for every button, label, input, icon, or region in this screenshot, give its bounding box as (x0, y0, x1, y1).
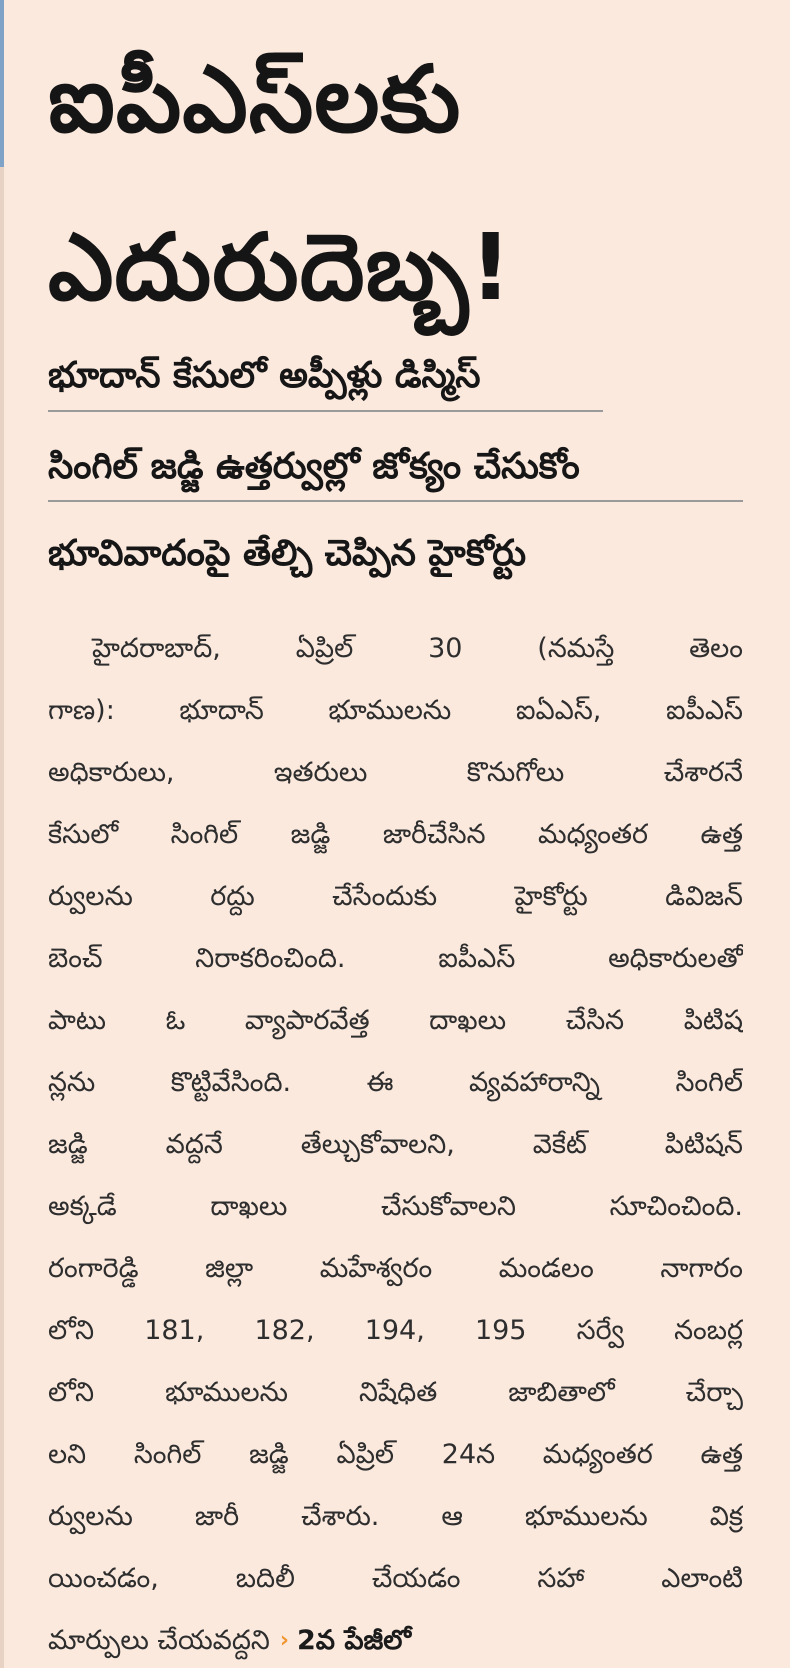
article-body-line: ర్వులను రద్దు చేసేందుకు హైకోర్టు డివిజన్ (48, 881, 743, 912)
headline-line: ఐపీఎస్‌లకు (48, 46, 462, 153)
article-body-line: యించడం, బదిలీ చేయడం సహా ఎలాంటి (48, 1563, 743, 1594)
article-body-line: అధికారులు, ఇతరులు కొనుగోలు చేశారనే (48, 757, 743, 788)
subheadline: భూదాన్ కేసులో అప్పీళ్లు డిస్మిస్ (48, 355, 481, 396)
subheadline-divider (48, 500, 743, 502)
article-body (48, 618, 743, 1668)
scan-edge (0, 0, 4, 1668)
article-body-line: మార్పులు చేయవద్దని (48, 1625, 270, 1656)
article-body-line: లోని భూములను నిషేధిత జాబితాలో చేర్చా (48, 1377, 743, 1408)
article-body-line: న్లను కొట్టివేసింది. ఈ వ్యవహారాన్ని సింగిల్ (48, 1067, 743, 1098)
article-body-line: జడ్జి వద్దనే తేల్చుకోవాలని, వెకేట్ పిటిషన్ (48, 1129, 743, 1160)
article-body-line: లని సింగిల్ జడ్జి ఏప్రిల్ 24న మధ్యంతర ఉత్త (48, 1439, 743, 1470)
article-body-line: రంగారెడ్డి జిల్లా మహేశ్వరం మండలం నాగారం (48, 1253, 743, 1284)
headline-line: ఎదురుదెబ్బ! (48, 214, 513, 321)
continued-page-reference: 2వ పేజీలో (296, 1625, 412, 1656)
continue-arrow-icon: › (279, 1628, 289, 1653)
article-body-line: పాటు ఓ వ్యాపారవేత్త దాఖలు చేసిన పిటిష (48, 1005, 743, 1036)
article-body-line: బెంచ్ నిరాకరించింది. ఐపీఎస్ అధికారులతో (48, 943, 743, 974)
subheadline-divider (48, 410, 603, 412)
subheadline: సింగిల్ జడ్జి ఉత్తర్వుల్లో జోక్యం చేసుకోం (48, 446, 580, 487)
article-body-line: ర్వులను జారీ చేశారు. ఆ భూములను విక్ర (48, 1501, 743, 1532)
article-body-line: లోని 181, 182, 194, 195 సర్వే నంబర్ల (48, 1315, 743, 1346)
headline (48, 16, 748, 352)
continued-line (48, 1610, 743, 1668)
article-body-line: గాణ): భూదాన్ భూములను ఐఏఎస్, ఐపీఎస్ (48, 695, 743, 726)
article-body-line: కేసులో సింగిల్ జడ్జి జారీచేసిన మధ్యంతర ఉత్త (48, 819, 743, 850)
article-body-line: అక్కడే దాఖలు చేసుకోవాలని సూచించింది. (48, 1191, 743, 1222)
article-body-line: హైదరాబాద్, ఏప్రిల్ 30 (నమస్తే తెలం (92, 633, 743, 664)
subheadline: భూవివాదంపై తేల్చి చెప్పిన హైకోర్టు (48, 533, 527, 574)
